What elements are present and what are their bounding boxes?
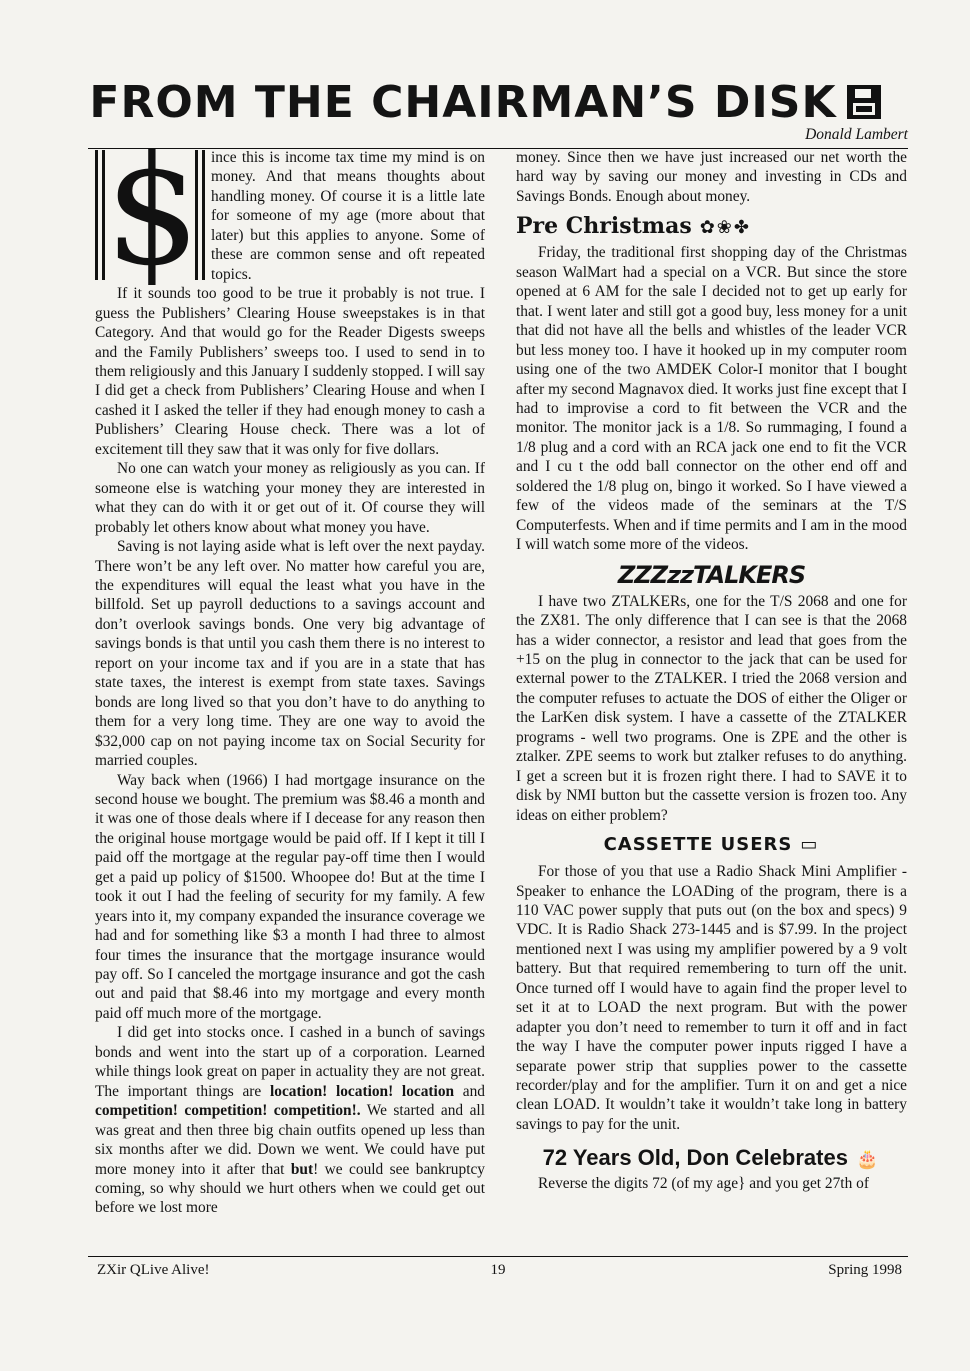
paragraph: ince this is income tax time my mind is on money. And that means thoughts about handling money. Of course it is a little late for someone of my age (more about that later) but this applies to anyone. Some of these are common sense and oft repeated topics. — [211, 149, 485, 283]
left-column — [95, 125, 486, 1218]
dropcap-dollar: $ — [95, 150, 205, 280]
right-column — [516, 148, 907, 1194]
footer-page-number: 19 — [490, 1262, 506, 1278]
section-heading-pre-christmas: Pre Christmas ✿❀✤ — [516, 213, 751, 240]
paragraph: I have two ZTALKERs, one for the T/S 2068 and one for the ZX81. The only difference that I can see is that the 2068 has a wider connector, a resistor and lead that goes from the +15 on the plug in connector to the jack that can be used for external power to the ZTALKER. I tried the 2068 version and the computer refuses to actuate the DOS of either the Oliger or the LarKen disk system. I have a cassette of the ZTALKER programs - well two programs. One is ZPE and the other is ztalker. ZPE seems to work but ztalker refuses to do anything. I get a screen but it is frozen right there. I had to SAVE it to disk by NMI button but the cassette version is frozen too. Any ideas on either problem? — [516, 592, 907, 824]
paragraph: If it sounds too good to be true it probably is not true. I guess the Publishers’ Clearing House sweepstakes is in that Category. And that would go for the Reader Digests sweeps and the Family Publishers’ sweeps too. I used to send in to them religiously and this January I suddenly stopped. I will say I did get a check from Publishers’ Clearing House and when I cashed it I asked the teller if they had enough money to cash a Publishers’ Clearing House check. There was a lot of excitement till they saw that it was only for five dollars. — [95, 285, 485, 458]
text-run: We started and all was great and then three big chain outfits opened up less than six months after we did. Down we went. We could have put more money into it after that — [95, 1102, 485, 1178]
paragraph: Friday, the traditional first shopping day of the Christmas season WalMart had a special on a VCR. But since the store opened at 6 AM for the sale I decided not to get up early for that. I went later and still got a good buy, less money for a unit that did not have all the bells and whistles of the leader VCR but less money too. I have it hooked up in my computer room using one of the two AMDEK Color-I monitor that I bought after my second Magnavox died. It works just fine except that I had to improvise a cord to fit between the VCR and the monitor. The monitor jack is a 1/8. So rummaging, I found a 1/8 plug and a cord with an RCA jack one end to fit the VCR and I cu t the odd ball connector on the other end off and soldered the 1/8 plug on, bingo it worked. So I have viewed a few of the videos made of the seminars at the T/S Computerfests. When and if time permits and I am in the mood I will watch some more of the videos. — [516, 244, 907, 554]
cassette-icon: ▭ — [800, 834, 820, 856]
text-run: and — [454, 1082, 485, 1100]
bottom-rule — [88, 1256, 908, 1257]
celebration-figures-icon: 🎂 — [855, 1149, 881, 1170]
paragraph: Saving is not laying aside what is left over the next payday. There won’t be any left over. No matter how careful you are, the expenditures will equal the least what you have in the billfold. Set up payroll deductions to a savings account and don’t overlook savings bonds. One very big advantage of savings bonds is that until you cash them there is no interest to report on your income tax and if you are in a state that has state taxes, the interest is exempt from state taxes. Savings bonds are long lived so that you don’t have to do anything to them for a very long time. They are one way to avoid the $32,000 cap on not paying income tax on Social Security for married couples. — [95, 538, 485, 770]
bold-text: competition! competition! competition!. — [95, 1102, 361, 1120]
author-byline: Donald Lambert — [805, 126, 908, 143]
paragraph: For those of you that use a Radio Shack Mini Amplifier - Speaker to enhance the LOADing of the program, there is a 110 VAC power supply that puts out (on the box and specs) 9 VDC. It is Radio Shack 273-1445 and is $7.99. In the project mentioned next I was using my amplifier powered by a 9 volt battery. But that required remembering to turn off the unit. Once turned off I would have to again find the proper level to set it at to LOAD the next program. But with the power adapter you don’t need to remember to turn it off and in fact the way I have the computer power inputs rigged I have a separate power strip that supplies power to the cassette recorder/play and for the amplifier. Turn it on and get a nice clean LOAD. It wouldn’t take it wouldn’t take long in battery savings to pay for the unit. — [516, 863, 907, 1133]
paragraph: Way back when (1966) I had mortgage insurance on the second house we bought. The premium was $8.46 a month and it was one of those deals where if I decease for any reason then the original house mortgage would be paid off. If I kept it till I paid off the mortgage at the regular pay-off time then I would get a paid up policy of $1500. Whoopee do! But at the time I took it out I had the feeling of security for my family. A few years into it, my company expanded the insurance coverage we had and for something like $3 a month I had three to almost four times the insurance that the mortgage insurance would pay off. So I canceled the mortgage insurance and got the cash out and paid that $8.46 into my mortgage and every month paid off much more of the mortgage. — [95, 771, 485, 1022]
footer-issue: Spring 1998 — [828, 1262, 902, 1278]
paragraph — [95, 1023, 485, 1218]
paragraph: money. Since then we have just increased our net worth the hard way by saving our money and investing in CDs and Savings Bonds. Enough about money. — [516, 149, 907, 205]
footer-publication: ZXir QLive Alive! — [97, 1262, 210, 1278]
section-heading-ztalkers: ZZZzzTALKERS — [617, 560, 806, 589]
paragraph: Reverse the digits 72 (of my age} and you get 27th of — [538, 1175, 869, 1193]
section-heading-cassette-users: CASSETTE USERS ▭ — [603, 834, 820, 856]
paragraph: No one can watch your money as religiously as you can. If someone else is watching your money they are interested in what they can do with it or get out of it. Of course they will probably let others know about what money you have. — [95, 460, 485, 536]
floppy-disk-icon — [847, 85, 881, 119]
page-title: FROM THE CHAIRMAN’S DISK — [0, 78, 970, 128]
holiday-ornament-icon: ✿❀✤ — [699, 217, 751, 239]
text-run: I did get into stocks once. I cashed in a bunch of savings bonds and went into the start up of a corporation. Learned while things look great on paper in actuality they are not great. The important things are — [95, 1024, 485, 1100]
section-heading-celebrates: 72 Years Old, Don Celebrates 🎂 — [542, 1145, 881, 1171]
bold-text: location! location! location — [269, 1082, 455, 1100]
bold-text: but — [290, 1160, 314, 1178]
text-run: ! we could see bankruptcy coming, so why should we hurt others when we could get out before we lost more — [95, 1160, 486, 1217]
